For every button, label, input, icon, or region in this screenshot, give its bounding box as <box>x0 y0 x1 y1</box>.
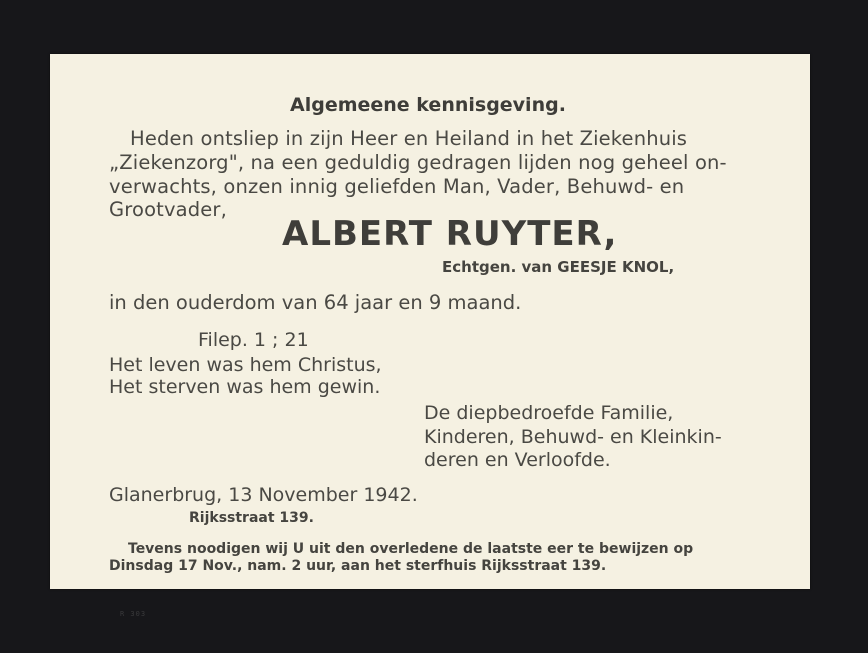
death-notice-card <box>50 54 810 589</box>
address: Rijksstraat 139. <box>189 510 314 526</box>
invitation-line-2: Dinsdag 17 Nov., nam. 2 uur, aan het sterfhuis Rijksstraat 139. <box>109 558 607 574</box>
body-line-2: „Ziekenzorg", na een geduldig gedragen lijden nog geheel on- <box>109 151 727 174</box>
body-line-1: Heden ontsliep in zijn Heer en Heiland in het Ziekenhuis <box>130 127 688 150</box>
spouse-line: Echtgen. van GEESJE KNOL, <box>442 258 675 276</box>
family-line-2: Kinderen, Behuwd- en Kleinkin- <box>424 426 722 448</box>
family-line-3: deren en Verloofde. <box>424 449 611 471</box>
verse-line-2: Het sterven was hem gewin. <box>109 376 381 398</box>
verse-line-1: Het leven was hem Christus, <box>109 354 382 376</box>
notice-heading: Algemeene kennisgeving. <box>290 94 566 116</box>
invitation-line-1: Tevens noodigen wij U uit den overledene de laatste eer te bewijzen op <box>128 541 694 557</box>
deceased-name: ALBERT RUYTER, <box>282 214 618 254</box>
place-date: Glanerbrug, 13 November 1942. <box>109 484 418 506</box>
margin-stamp: R 303 <box>120 610 147 618</box>
age-line: in den ouderdom van 64 jaar en 9 maand. <box>109 291 522 314</box>
verse-reference: Filep. 1 ; 21 <box>198 329 309 351</box>
family-line-1: De diepbedroefde Familie, <box>424 402 674 424</box>
body-line-3: verwachts, onzen innig geliefden Man, Vader, Behuwd- en <box>109 175 685 198</box>
body-line-4: Grootvader, <box>109 198 227 221</box>
